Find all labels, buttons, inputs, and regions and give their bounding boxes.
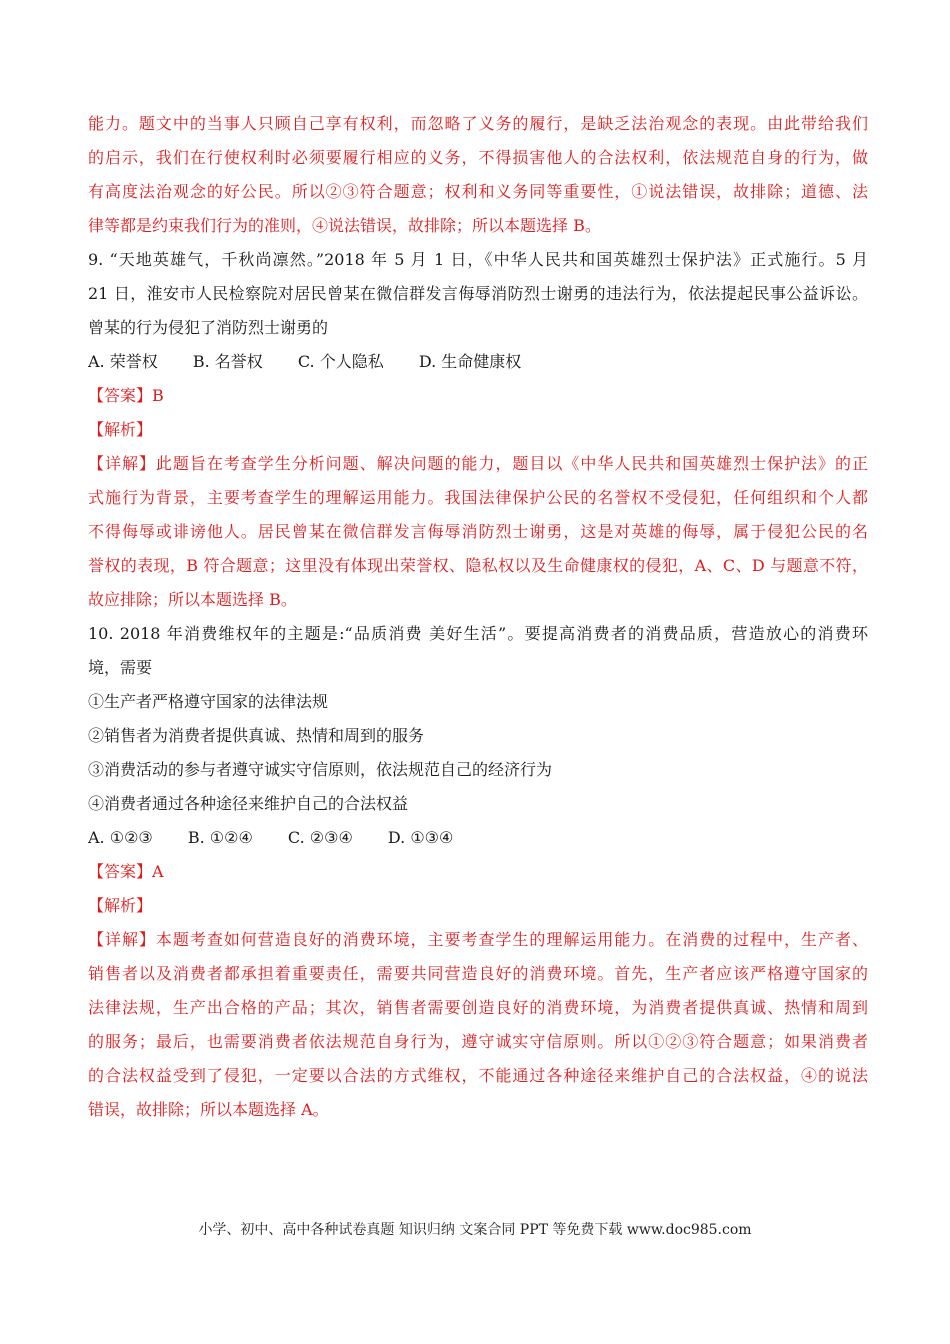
question-10 — [88, 617, 868, 1127]
question-stem-line: 9. “天地英雄气，千秋尚凛然。”2018 年 5 月 1 日，《中华人民共和国英雄烈士保护法》正式施行。5 月 — [88, 250, 868, 269]
detail-line: 不得侮辱或诽谤他人。居民曾某在微信群发言侮辱消防烈士谢勇，这是对英雄的侮辱，属于侵犯公民的名 — [88, 522, 868, 541]
detail-line: 能力。题文中的当事人只顾自己享有权利，而忽略了义务的履行，是缺乏法治观念的表现。由此带给我们 — [88, 114, 868, 133]
option-c: C. 个人隐私 — [297, 352, 384, 371]
question-options — [88, 821, 868, 855]
detail-line: 律等都是约束我们行为的准则，④说法错误，故排除；所以本题选择 B。 — [88, 216, 601, 235]
question-options — [88, 345, 868, 379]
option-d: D. ①③④ — [387, 828, 454, 847]
question-item: ①生产者严格遵守国家的法律法规 — [88, 692, 329, 711]
detail-line: 法律法规，生产出合格的产品；其次，销售者需要创造良好的消费环境，为消费者提供真诚、热情和周到 — [88, 998, 868, 1017]
detail-line: 【详解】此题旨在考查学生分析问题、解决问题的能力，题目以《中华人民共和国英雄烈士保护法》的正 — [88, 454, 868, 473]
detail-line: 故应排除；所以本题选择 B。 — [88, 590, 297, 609]
detail-line: 有高度法治观念的好公民。所以②③符合题意；权利和义务同等重要性，①说法错误，故排除；道德、法 — [88, 182, 868, 201]
option-b: B. 名誉权 — [192, 352, 263, 371]
question-9 — [88, 243, 868, 617]
detail-line: 的合法权益受到了侵犯，一定要以合法的方式维权，不能通过各种途径来维护自己的合法权益，④的说法 — [88, 1066, 868, 1085]
question-item: ②销售者为消费者提供真诚、热情和周到的服务 — [88, 726, 425, 745]
analysis-label: 【解析】 — [88, 896, 153, 915]
page-footer: 小学、初中、高中各种试卷真题 知识归纳 文案合同 PPT 等免费下载 www.doc985.com — [198, 1222, 752, 1238]
document-page — [88, 107, 868, 1127]
detail-line: 销售者以及消费者都承担着重要责任，需要共同营造良好的消费环境。首先，生产者应该严格遵守国家的 — [88, 964, 868, 983]
option-b: B. ①②④ — [187, 828, 253, 847]
answer-label: 【答案】B — [88, 386, 164, 405]
analysis-label: 【解析】 — [88, 420, 153, 439]
option-c: C. ②③④ — [287, 828, 353, 847]
question-stem-line: 10. 2018 年消费维权年的主题是:“品质消费 美好生活”。要提高消费者的消费品质，营造放心的消费环 — [88, 624, 868, 643]
question-item: ③消费活动的参与者遵守诚实守信原则，依法规范自己的经济行为 — [88, 760, 553, 779]
detail-line: 誉权的表现，B 符合题意；这里没有体现出荣誉权、隐私权以及生命健康权的侵犯，A、C、D 与题意不符， — [88, 556, 868, 575]
option-a: A. ①②③ — [88, 828, 153, 847]
previous-answer-detail — [88, 107, 868, 243]
detail-line: 【详解】本题考查如何营造良好的消费环境，主要考查学生的理解运用能力。在消费的过程中，生产者、 — [88, 930, 868, 949]
question-stem-line: 曾某的行为侵犯了消防烈士谢勇的 — [88, 318, 329, 337]
detail-line: 的服务；最后，也需要消费者依法规范自身行为，遵守诚实守信原则。所以①②③符合题意；如果消费者 — [88, 1032, 868, 1051]
detail-line: 的启示，我们在行使权利时必须要履行相应的义务，不得损害他人的合法权利，依法规范自身的行为，做 — [88, 148, 868, 167]
question-item: ④消费者通过各种途径来维护自己的合法权益 — [88, 794, 409, 813]
detail-line: 式施行为背景，主要考查学生的理解运用能力。我国法律保护公民的名誉权不受侵犯，任何组织和个人都 — [88, 488, 868, 507]
option-a: A. 荣誉权 — [88, 352, 158, 371]
detail-line: 错误，故排除；所以本题选择 A。 — [88, 1100, 329, 1119]
answer-label: 【答案】A — [88, 862, 164, 881]
question-stem-line: 21 日，淮安市人民检察院对居民曾某在微信群发言侮辱消防烈士谢勇的违法行为，依法提起民事公益诉讼。 — [88, 284, 868, 303]
option-d: D. 生命健康权 — [418, 352, 522, 371]
question-stem-line: 境，需要 — [88, 658, 153, 677]
